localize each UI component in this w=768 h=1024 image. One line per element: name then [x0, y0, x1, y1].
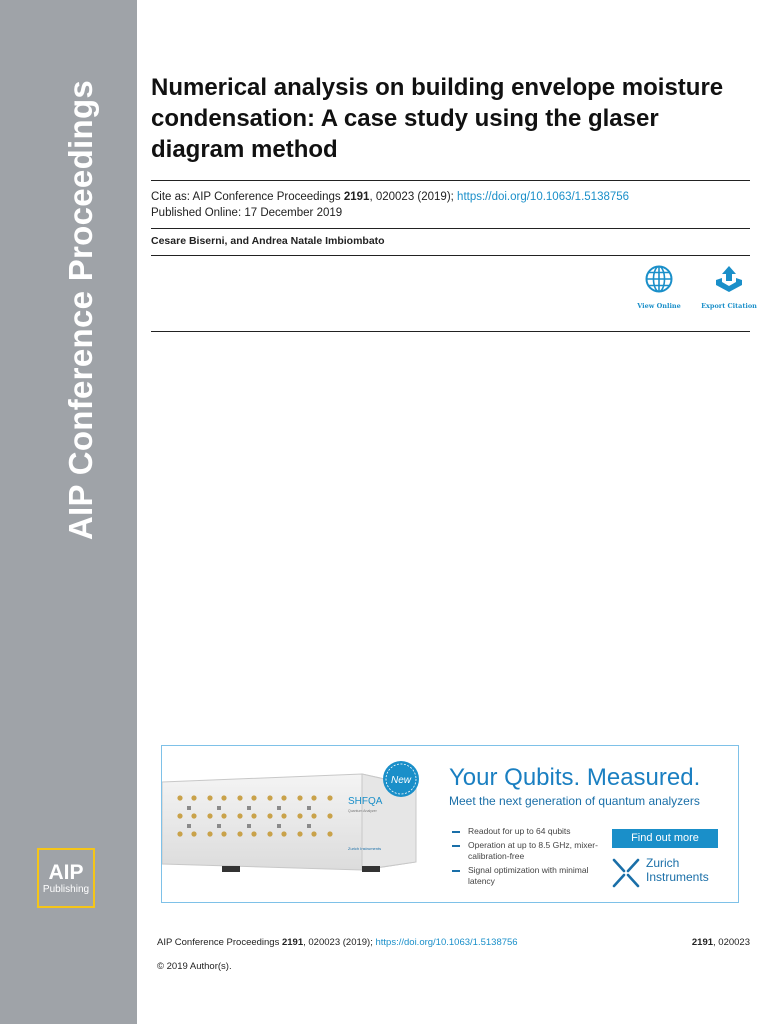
device-sublabel: Quantum Analyzer [348, 809, 377, 813]
zurich-x-icon [612, 858, 640, 888]
footer-right-suffix: , 020023 [713, 937, 750, 948]
export-citation-label: Export Citation [701, 302, 757, 310]
cite-suffix: , 020023 (2019); [369, 191, 458, 203]
ad-bullet: Operation at up to 8.5 GHz, mixer-calibration-free [452, 840, 608, 862]
badge-label: New [390, 775, 412, 786]
globe-icon [644, 264, 674, 294]
footer-volume: 2191 [281, 937, 304, 948]
export-icon [713, 264, 745, 294]
view-online-button[interactable] [633, 264, 685, 310]
journal-name-vertical: AIP Conference Proceedings [62, 79, 99, 541]
view-online-label: View Online [637, 302, 681, 310]
ad-subhead: Meet the next generation of quantum analyzers [449, 794, 700, 808]
brand-line2: Instruments [646, 870, 709, 884]
cite-line [151, 189, 629, 205]
device-label: SHFQA [348, 796, 383, 807]
footer-citation [157, 937, 518, 948]
divider-cite [151, 228, 750, 229]
ad-bullet-list [452, 826, 608, 890]
footer-citation-suffix: , 020023 (2019); [303, 937, 376, 948]
aip-publishing-logo[interactable] [37, 848, 95, 908]
published-date: Published Online: 17 December 2019 [151, 207, 343, 219]
copyright: © 2019 Author(s). [157, 961, 232, 972]
footer-doi-link[interactable]: https://doi.org/10.1063/1.5138756 [375, 937, 518, 948]
advertisement-banner[interactable] [161, 745, 739, 903]
cite-volume: 2191 [343, 191, 370, 203]
ad-bullet: Signal optimization with minimal latency [452, 865, 608, 887]
device-brand: Zurich Instruments [348, 846, 382, 851]
doi-link[interactable]: https://doi.org/10.1063/1.5138756 [457, 191, 630, 203]
ad-bullet: Readout for up to 64 qubits [452, 826, 608, 837]
footer-page-id [692, 937, 750, 948]
zurich-instruments-logo [612, 856, 732, 890]
device-illustration [162, 746, 432, 902]
logo-line1: AIP [48, 861, 84, 884]
export-citation-button[interactable] [701, 264, 757, 310]
logo-line2: Publishing [42, 884, 90, 895]
footer-journal: AIP Conference Proceedings [157, 937, 282, 948]
sidebar [0, 0, 137, 1024]
divider-top [151, 180, 750, 181]
ad-headline: Your Qubits. Measured. [449, 764, 701, 791]
cite-prefix: Cite as: AIP Conference Proceedings [151, 191, 344, 203]
article-title: Numerical analysis on building envelope moisture condensation: A case study using the glaser diagram method [151, 74, 724, 163]
new-badge [383, 761, 419, 797]
divider-tools [151, 331, 750, 332]
find-out-more-button[interactable]: Find out more [612, 829, 718, 848]
divider-authors [151, 255, 750, 256]
authors: Cesare Biserni, and Andrea Natale Imbiombato [151, 235, 385, 247]
footer-right-volume: 2191 [691, 937, 714, 948]
brand-line1: Zurich [646, 856, 680, 870]
